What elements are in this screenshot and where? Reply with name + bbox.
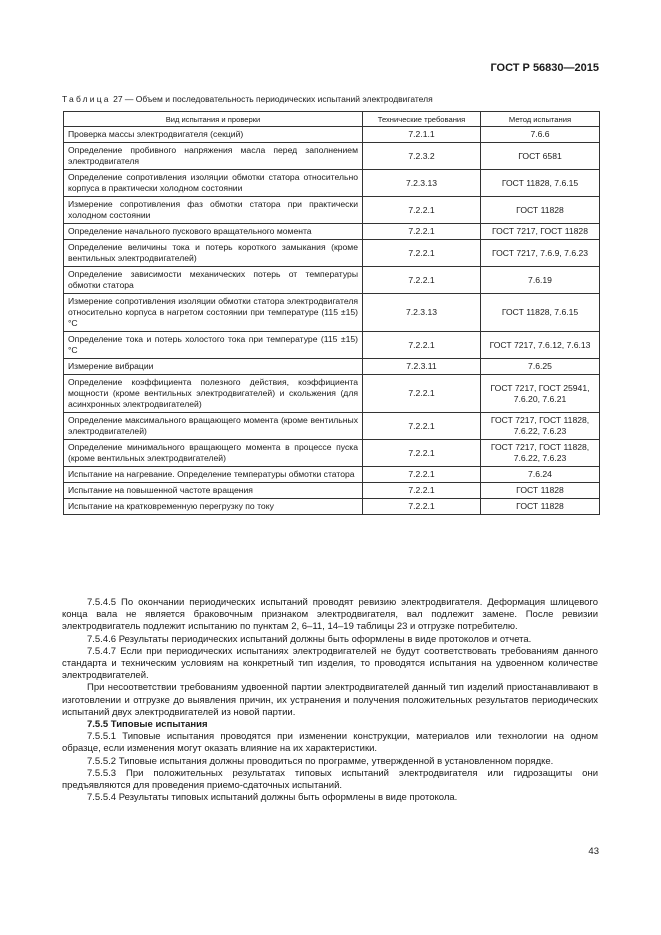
method-cell: ГОСТ 11828, 7.6.15	[481, 294, 600, 332]
tests-table	[63, 111, 600, 515]
test-name-cell: Определение сопротивления изоляции обмотки статора относительно корпуса в практически холодном состоянии	[64, 170, 363, 197]
paragraph-7-5-5-2: 7.5.5.2 Типовые испытания должны проводиться по программе, утвержденной в установленном порядке.	[87, 755, 554, 767]
requirements-cell: 7.2.2.1	[363, 375, 481, 413]
paragraph-7-5-5-3: 7.5.5.3 При положительных результатах типовых испытаний электродвигателя или гидрозащиты они предъявляются для проведения приемо-сдаточных испытаний.	[62, 767, 598, 792]
test-name-cell: Определение тока и потерь холостого тока при температуре (115 ±15) °С	[64, 332, 363, 359]
table-row	[64, 170, 600, 197]
paragraph-7-5-5-1: 7.5.5.1 Типовые испытания проводятся при изменении конструкции, материалов или технологии на одном образце, если изменения могут оказать влияние на их характеристики.	[62, 731, 598, 755]
test-name-cell: Определение пробивного напряжения масла перед заполнением электродвигателя	[64, 143, 363, 170]
method-cell: ГОСТ 7217, ГОСТ 11828	[481, 224, 600, 240]
requirements-cell: 7.2.2.1	[363, 197, 481, 224]
table-row	[64, 375, 600, 413]
page-number: 43	[588, 846, 599, 857]
method-cell: ГОСТ 7217, 7.6.12, 7.6.13	[481, 332, 600, 359]
table-row	[64, 197, 600, 224]
table-row	[64, 359, 600, 375]
table-row	[64, 224, 600, 240]
body-text	[62, 597, 598, 804]
test-name-cell: Определение коэффициента полезного действия, коэффициента мощности (кроме вентильных электродвигателей) и скольжения (для асинхронных электродвигателей)	[64, 375, 363, 413]
requirements-cell: 7.2.1.1	[363, 127, 481, 143]
requirements-cell: 7.2.2.1	[363, 240, 481, 267]
test-name-cell: Испытание на кратковременную перегрузку по току	[64, 499, 363, 515]
requirements-cell: 7.2.3.11	[363, 359, 481, 375]
requirements-cell: 7.2.3.2	[363, 143, 481, 170]
table-header-row	[64, 112, 600, 127]
table-row	[64, 467, 600, 483]
method-cell: ГОСТ 6581	[481, 143, 600, 170]
method-cell: 7.6.6	[481, 127, 600, 143]
test-name-cell: Проверка массы электродвигателя (секций)	[64, 127, 363, 143]
method-cell: ГОСТ 11828	[481, 197, 600, 224]
requirements-cell: 7.2.2.1	[363, 483, 481, 499]
table-caption-text: 27 — Объем и последовательность периодических испытаний электродвигателя	[113, 94, 433, 104]
method-cell: 7.6.24	[481, 467, 600, 483]
requirements-cell: 7.2.2.1	[363, 224, 481, 240]
method-cell: ГОСТ 7217, 7.6.9, 7.6.23	[481, 240, 600, 267]
test-name-cell: Измерение вибрации	[64, 359, 363, 375]
table-row	[64, 267, 600, 294]
requirements-cell: 7.2.2.1	[363, 267, 481, 294]
column-header-test: Вид испытания и проверки	[64, 112, 363, 127]
table-caption	[62, 94, 433, 104]
test-name-cell: Измерение сопротивления фаз обмотки статора при практически холодном состоянии	[64, 197, 363, 224]
table-row	[64, 294, 600, 332]
test-name-cell: Испытание на повышенной частоте вращения	[64, 483, 363, 499]
test-name-cell: Определение минимального вращающего момента в процессе пуска (кроме вентильных электродвигателей)	[64, 440, 363, 467]
paragraph-7-5-4-6: 7.5.4.6 Результаты периодических испытаний должны быть оформлены в виде протоколов и отчета.	[87, 633, 532, 645]
table-body	[64, 127, 600, 515]
test-name-cell: Определение зависимости механических потерь от температуры обмотки статора	[64, 267, 363, 294]
test-name-cell: Измерение сопротивления изоляции обмотки статора электродвигателя относительно корпуса в нагретом состоянии при температуре (115 ±15) °С	[64, 294, 363, 332]
method-cell: ГОСТ 11828	[481, 483, 600, 499]
document-code: ГОСТ Р 56830—2015	[490, 62, 599, 74]
requirements-cell: 7.2.2.1	[363, 413, 481, 440]
table-row	[64, 127, 600, 143]
test-name-cell: Определение максимального вращающего момента (кроме вентильных электродвигателей)	[64, 413, 363, 440]
requirements-cell: 7.2.2.1	[363, 440, 481, 467]
table-row	[64, 499, 600, 515]
table-row	[64, 413, 600, 440]
table-row	[64, 483, 600, 499]
paragraph-7-5-5-4: 7.5.5.4 Результаты типовых испытаний должны быть оформлены в виде протокола.	[87, 792, 458, 804]
method-cell: 7.6.25	[481, 359, 600, 375]
table-row	[64, 143, 600, 170]
requirements-cell: 7.2.3.13	[363, 294, 481, 332]
table-row	[64, 440, 600, 467]
requirements-cell: 7.2.2.1	[363, 467, 481, 483]
paragraph-7-5-4-5: 7.5.4.5 По окончании периодических испытаний проводят ревизию электродвигателя. Деформация шлицевого конца вала не является браковочным признаком электродвигателя, вал подлежит замене. После ревизии электродвигатель подлежит испытанию по пунктам 2, 6–11, 14–19 таблицы 23 и отгрузке потребителю.	[62, 597, 598, 633]
column-header-method: Метод испытания	[481, 112, 600, 127]
method-cell: ГОСТ 7217, ГОСТ 11828, 7.6.22, 7.6.23	[481, 413, 600, 440]
table-row	[64, 240, 600, 267]
method-cell: ГОСТ 11828	[481, 499, 600, 515]
method-cell: ГОСТ 7217, ГОСТ 11828, 7.6.22, 7.6.23	[481, 440, 600, 467]
test-name-cell: Определение величины тока и потерь короткого замыкания (кроме вентильных электродвигателей)	[64, 240, 363, 267]
method-cell: 7.6.19	[481, 267, 600, 294]
column-header-requirements: Технические требования	[363, 112, 481, 127]
section-heading-7-5-5: 7.5.5 Типовые испытания	[87, 719, 208, 731]
paragraph-7-5-4-7: 7.5.4.7 Если при периодических испытаниях электродвигателей не будут соответствовать требованиям данного стандарта и техническим условиям на конкретный тип изделия, то проводятся испытания на удвоенном количестве электродвигателей.	[62, 645, 598, 682]
requirements-cell: 7.2.3.13	[363, 170, 481, 197]
test-name-cell: Испытание на нагревание. Определение температуры обмотки статора	[64, 467, 363, 483]
requirements-cell: 7.2.2.1	[363, 332, 481, 359]
paragraph-nonconformity: При несоответствии требованиям удвоенной партии электродвигателей данный тип изделий приостанавливают в изготовлении и отгрузке до выявления причин, их устранения и получения положительных результатов периодических испытаний двух электродвигателей из новой партии.	[62, 682, 598, 718]
table-caption-label: Таблица	[62, 94, 111, 104]
requirements-cell: 7.2.2.1	[363, 499, 481, 515]
table-row	[64, 332, 600, 359]
test-name-cell: Определение начального пускового вращательного момента	[64, 224, 363, 240]
method-cell: ГОСТ 7217, ГОСТ 25941, 7.6.20, 7.6.21	[481, 375, 600, 413]
method-cell: ГОСТ 11828, 7.6.15	[481, 170, 600, 197]
